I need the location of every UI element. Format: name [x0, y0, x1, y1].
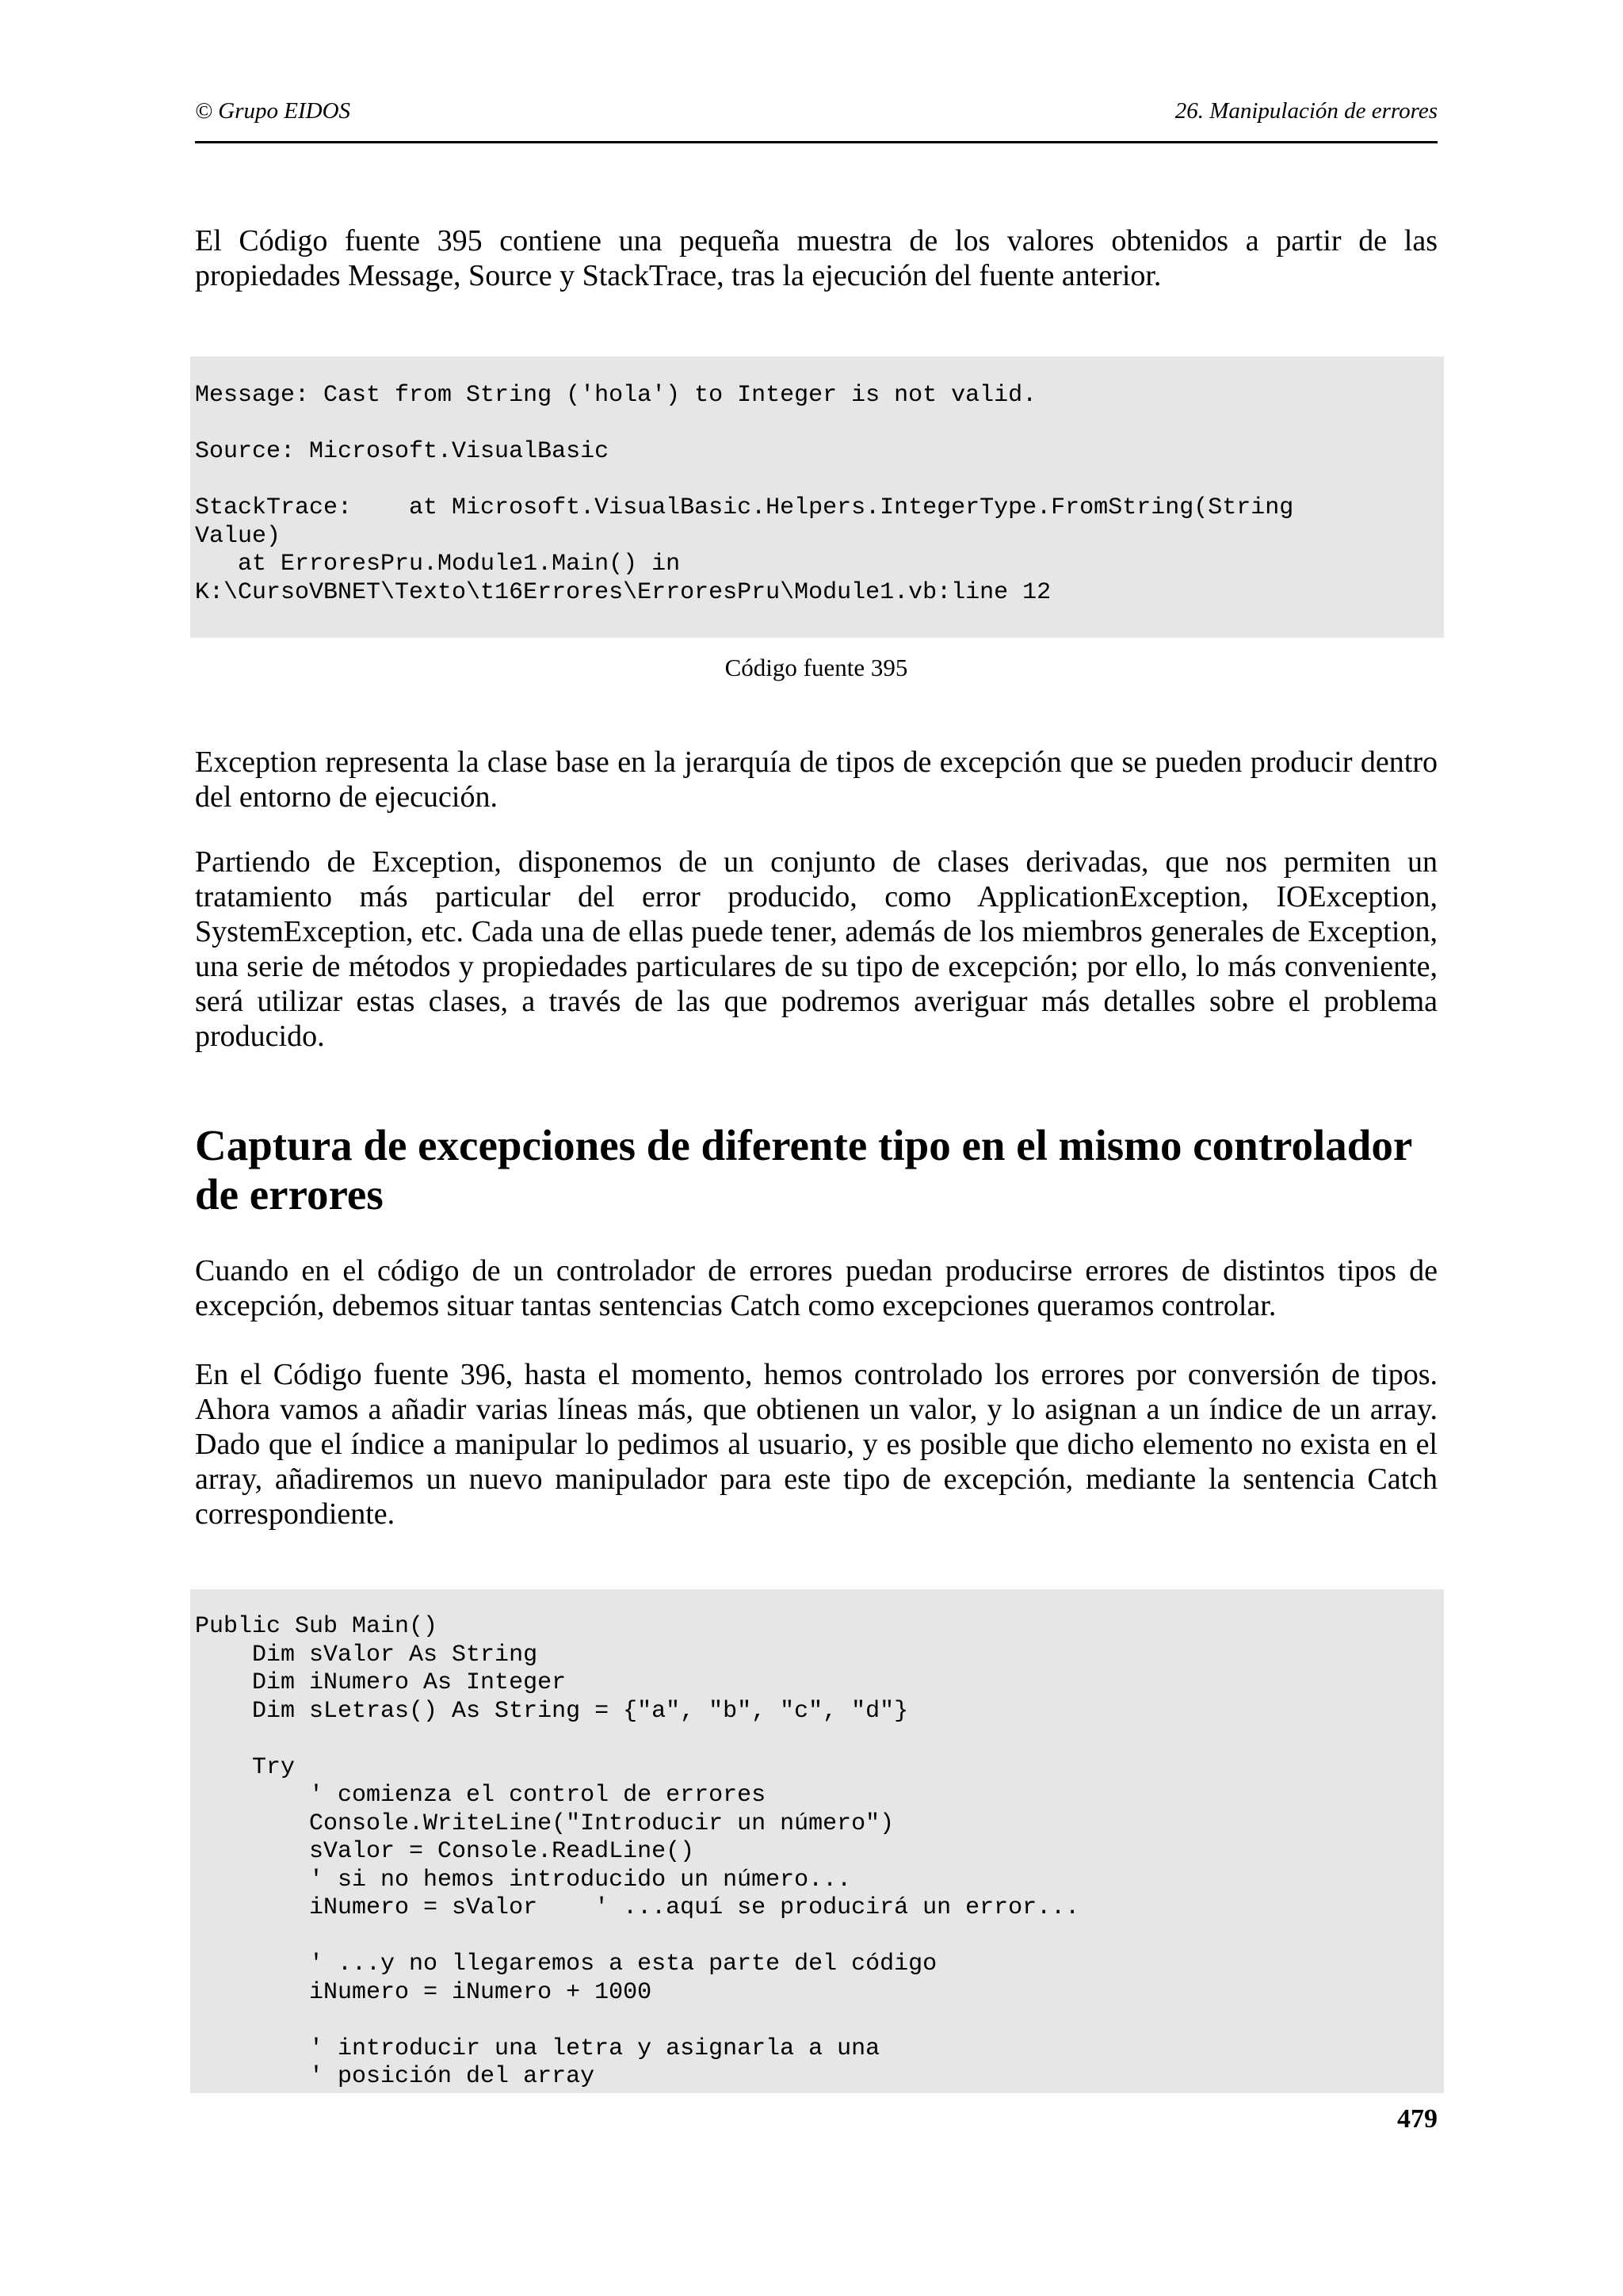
code-caption-395: Código fuente 395	[724, 654, 908, 681]
array-index-paragraph: En el Código fuente 396, hasta el momento, hemos controlado los errores por conversión de tipos. Ahora vamos a añadir varias líneas más, que obtienen un valor, y lo asignan a un índice de un array. Dado que el índice a manipular lo pedimos al usuario, y es posible que dicho elemento no exista en el array, añadiremos un nuevo manipulador para este tipo de excepción, mediante la sentencia Catch correspondiente.	[195, 1358, 1438, 1531]
code-block-396	[190, 1589, 1444, 2093]
code-block-395	[190, 357, 1444, 638]
code-listing-395: Message: Cast from String ('hola') to Integer is not valid. Source: Microsoft.VisualBasic StackTrace: at Microsoft.VisualBasic.Helpers.IntegerType.FromString(String Value) at ErroresPru.Module1.Main() in K:\CursoVBNET\Texto\t16Errores\ErroresPru\Module1.vb:line 12	[195, 382, 1294, 606]
derived-classes-paragraph: Partiendo de Exception, disponemos de un conjunto de clases derivadas, que nos permiten un tratamiento más particular del error producido, como ApplicationException, IOException, SystemException, etc. Cada una de ellas puede tener, además de los miembros generales de Exception, una serie de métodos y propiedades particulares de su tipo de excepción; por ello, lo más conveniente, será utilizar estas clases, a través de las que podremos averiguar más detalles sobre el problema producido.	[195, 845, 1438, 1053]
intro-paragraph: El Código fuente 395 contiene una pequeña muestra de los valores obtenidos a partir de las propiedades Message, Source y StackTrace, tras la ejecución del fuente anterior.	[195, 224, 1438, 292]
header-chapter-title: 26. Manipulación de errores	[1174, 98, 1438, 124]
page-number: 479	[1397, 2104, 1438, 2134]
running-header	[195, 95, 1438, 143]
multiple-catch-paragraph: Cuando en el código de un controlador de errores puedan producirse errores de distintos tipos de excepción, debemos situar tantas sentencias Catch como excepciones queramos controlar.	[195, 1254, 1438, 1322]
section-heading: Captura de excepciones de diferente tipo en el mismo controlador de errores	[195, 1121, 1412, 1219]
code-listing-396: Public Sub Main() Dim sValor As String Dim iNumero As Integer Dim sLetras() As String = {"a", "b", "c", "d"} Try ' comienza el control de errores Console.WriteLine("Introducir un número") sValor = Console.ReadLine() ' si no hemos introducido un número... iNumero = sValor ' ...aquí se producirá un error... ' ...y no llegaremos a esta parte del código iNumero = iNumero + 1000 ' introducir una letra y asignarla a una ' posición del array	[195, 1613, 1080, 2090]
exception-base-paragraph: Exception representa la clase base en la jerarquía de tipos de excepción que se pueden producir dentro del entorno de ejecución.	[195, 746, 1438, 814]
header-publisher: © Grupo EIDOS	[195, 98, 351, 124]
